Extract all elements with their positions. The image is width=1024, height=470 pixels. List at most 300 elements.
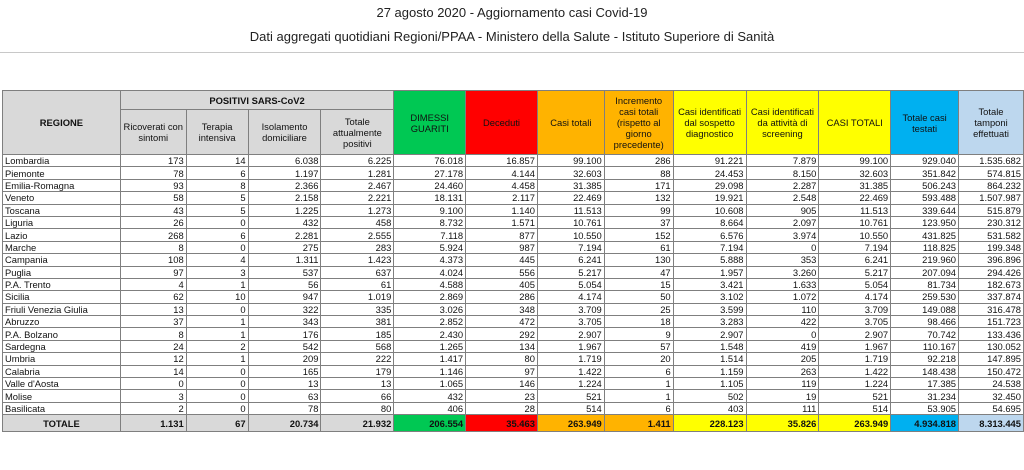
table-cell: 1.535.682 (959, 155, 1024, 167)
total-cell: 35.463 (466, 415, 538, 432)
table-cell: 1.571 (466, 216, 538, 228)
region-name: Lombardia (3, 155, 121, 167)
table-cell: 8 (120, 328, 186, 340)
table-cell: 521 (819, 390, 891, 402)
total-row (3, 415, 1024, 432)
table-row (3, 204, 1024, 216)
table-cell: 10.550 (819, 229, 891, 241)
table-cell: 5.924 (394, 241, 466, 253)
table-cell: 98.466 (891, 316, 959, 328)
table-cell: 419 (746, 340, 819, 352)
table-cell: 6.576 (673, 229, 746, 241)
table-cell: 47 (604, 266, 673, 278)
table-cell: 353 (746, 254, 819, 266)
table-cell: 32.450 (959, 390, 1024, 402)
table-cell: 514 (819, 402, 891, 414)
table-row (3, 179, 1024, 191)
table-cell: 292 (466, 328, 538, 340)
table-cell: 1.065 (394, 378, 466, 390)
table-cell: 146 (466, 378, 538, 390)
table-cell: 0 (186, 216, 248, 228)
table-cell: 1.957 (673, 266, 746, 278)
table-cell: 4.458 (466, 179, 538, 191)
table-cell: 1 (186, 278, 248, 290)
table-cell: 13 (321, 378, 394, 390)
table-cell: 2.430 (394, 328, 466, 340)
table-cell: 8.150 (746, 167, 819, 179)
column-header-tamponi: Totale tamponi effettuati (959, 91, 1024, 155)
table-row (3, 353, 1024, 365)
table-row (3, 328, 1024, 340)
region-name: Sicilia (3, 291, 121, 303)
table-cell: 130 (604, 254, 673, 266)
table-cell: 7.194 (537, 241, 604, 253)
table-cell: 5.888 (673, 254, 746, 266)
total-cell: 228.123 (673, 415, 746, 432)
table-cell: 8.664 (673, 216, 746, 228)
table-cell: 88 (604, 167, 673, 179)
table-cell: 877 (466, 229, 538, 241)
column-header-incremento-casi: Incremento casi totali (rispetto al giorno precedente) (604, 91, 673, 155)
total-cell: 1.131 (120, 415, 186, 432)
table-cell: 348 (466, 303, 538, 315)
table-cell: 3 (120, 390, 186, 402)
region-name: Sardegna (3, 340, 121, 352)
table-cell: 219.960 (891, 254, 959, 266)
table-cell: 864.232 (959, 179, 1024, 191)
table-cell: 2.852 (394, 316, 466, 328)
total-cell: 20.734 (248, 415, 321, 432)
total-label: TOTALE (3, 415, 121, 432)
total-cell: 263.949 (819, 415, 891, 432)
table-cell: 7.194 (819, 241, 891, 253)
region-name: Veneto (3, 192, 121, 204)
region-name: Valle d'Aosta (3, 378, 121, 390)
table-cell: 80 (466, 353, 538, 365)
table-cell: 78 (120, 167, 186, 179)
table-cell: 1.967 (819, 340, 891, 352)
report-title: 27 agosto 2020 - Aggiornamento casi Covid-19 (376, 5, 648, 20)
table-cell: 268 (120, 229, 186, 241)
table-cell: 80 (321, 402, 394, 414)
table-cell: 1.548 (673, 340, 746, 352)
table-cell: 4 (120, 278, 186, 290)
covid-cases-table (2, 90, 1024, 432)
table-cell: 593.488 (891, 192, 959, 204)
table-cell: 0 (186, 303, 248, 315)
table-cell: 78 (248, 402, 321, 414)
table-cell: 24.460 (394, 179, 466, 191)
table-cell: 4.588 (394, 278, 466, 290)
table-cell: 0 (746, 328, 819, 340)
table-row (3, 229, 1024, 241)
table-cell: 987 (466, 241, 538, 253)
table-cell: 31.385 (537, 179, 604, 191)
table-cell: 286 (466, 291, 538, 303)
table-cell: 9.100 (394, 204, 466, 216)
table-cell: 2.467 (321, 179, 394, 191)
table-cell: 171 (604, 179, 673, 191)
column-header-ricoverati: Ricoverati con sintomi (120, 110, 186, 155)
table-cell: 18.131 (394, 192, 466, 204)
table-cell: 431.825 (891, 229, 959, 241)
table-cell: 2.281 (248, 229, 321, 241)
table-cell: 2 (186, 340, 248, 352)
table-cell: 14 (186, 155, 248, 167)
table-cell: 502 (673, 390, 746, 402)
table-cell: 147.895 (959, 353, 1024, 365)
table-cell: 13 (248, 378, 321, 390)
column-header-casi-testati: Totale casi testati (891, 91, 959, 155)
table-cell: 13 (120, 303, 186, 315)
table-cell: 53.905 (891, 402, 959, 414)
table-cell: 29.098 (673, 179, 746, 191)
table-cell: 133.436 (959, 328, 1024, 340)
table-row (3, 303, 1024, 315)
table-cell: 2.555 (321, 229, 394, 241)
table-cell: 351.842 (891, 167, 959, 179)
table-cell: 316.478 (959, 303, 1024, 315)
table-cell: 1.422 (537, 365, 604, 377)
table-cell: 4.373 (394, 254, 466, 266)
table-cell: 37 (120, 316, 186, 328)
table-cell: 263 (746, 365, 819, 377)
column-header-isolamento: Isolamento domiciliare (248, 110, 321, 155)
table-cell: 110.167 (891, 340, 959, 352)
table-cell: 1.265 (394, 340, 466, 352)
region-name: Emilia-Romagna (3, 179, 121, 191)
table-cell: 110 (746, 303, 819, 315)
table-cell: 22.469 (537, 192, 604, 204)
table-cell: 337.874 (959, 291, 1024, 303)
table-cell: 5.054 (537, 278, 604, 290)
column-header-casi-totali-caps: CASI TOTALI (819, 91, 891, 155)
table-cell: 19.921 (673, 192, 746, 204)
table-cell: 97 (120, 266, 186, 278)
table-cell: 132 (604, 192, 673, 204)
region-name: Calabria (3, 365, 121, 377)
table-cell: 91.221 (673, 155, 746, 167)
table-cell: 2.287 (746, 179, 819, 191)
table-cell: 5 (186, 192, 248, 204)
table-cell: 637 (321, 266, 394, 278)
table-cell: 6 (604, 365, 673, 377)
table-cell: 61 (604, 241, 673, 253)
column-header-dimessi-guariti: DIMESSI GUARITI (394, 91, 466, 155)
table-cell: 207.094 (891, 266, 959, 278)
table-cell: 445 (466, 254, 538, 266)
table-cell: 5.217 (537, 266, 604, 278)
region-name: Campania (3, 254, 121, 266)
table-cell: 3.283 (673, 316, 746, 328)
table-cell: 2.117 (466, 192, 538, 204)
table-cell: 19 (746, 390, 819, 402)
table-cell: 1.159 (673, 365, 746, 377)
column-header-casi-sospetto-diagnostico: Casi identificati dal sospetto diagnostico (673, 91, 746, 155)
table-cell: 381 (321, 316, 394, 328)
table-cell: 0 (186, 390, 248, 402)
total-cell: 1.411 (604, 415, 673, 432)
table-cell: 8 (186, 179, 248, 191)
table-cell: 61 (321, 278, 394, 290)
table-cell: 3.974 (746, 229, 819, 241)
table-cell: 1.105 (673, 378, 746, 390)
region-column-header: REGIONE (3, 91, 121, 155)
table-row (3, 254, 1024, 266)
table-cell: 568 (321, 340, 394, 352)
header-divider (0, 52, 1024, 53)
table-cell: 24.453 (673, 167, 746, 179)
table-cell: 1.224 (819, 378, 891, 390)
table-cell: 537 (248, 266, 321, 278)
table-cell: 8.732 (394, 216, 466, 228)
table-row (3, 155, 1024, 167)
table-cell: 20 (604, 353, 673, 365)
table-row (3, 378, 1024, 390)
table-cell: 58 (120, 192, 186, 204)
total-cell: 67 (186, 415, 248, 432)
column-header-terapia-intensiva: Terapia intensiva (186, 110, 248, 155)
table-cell: 119 (746, 378, 819, 390)
table-cell: 93 (120, 179, 186, 191)
table-cell: 1.197 (248, 167, 321, 179)
table-cell: 1.225 (248, 204, 321, 216)
table-cell: 31.234 (891, 390, 959, 402)
table-cell: 0 (186, 365, 248, 377)
table-cell: 118.825 (891, 241, 959, 253)
table-row (3, 216, 1024, 228)
table-cell: 339.644 (891, 204, 959, 216)
region-name: Basilicata (3, 402, 121, 414)
table-cell: 10.761 (537, 216, 604, 228)
table-cell: 26 (120, 216, 186, 228)
total-cell: 4.934.818 (891, 415, 959, 432)
table-cell: 5.217 (819, 266, 891, 278)
table-cell: 0 (186, 402, 248, 414)
table-cell: 8 (120, 241, 186, 253)
table-cell: 1.072 (746, 291, 819, 303)
table-row (3, 291, 1024, 303)
table-cell: 16.857 (466, 155, 538, 167)
region-name: Liguria (3, 216, 121, 228)
table-cell: 0 (120, 378, 186, 390)
table-cell: 6 (604, 402, 673, 414)
table-cell: 275 (248, 241, 321, 253)
table-cell: 10.550 (537, 229, 604, 241)
table-cell: 6 (186, 167, 248, 179)
table-cell: 574.815 (959, 167, 1024, 179)
table-cell: 1 (604, 378, 673, 390)
table-cell: 185 (321, 328, 394, 340)
table-cell: 294.426 (959, 266, 1024, 278)
table-cell: 23 (466, 390, 538, 402)
table-cell: 286 (604, 155, 673, 167)
table-cell: 4.144 (466, 167, 538, 179)
table-cell: 521 (537, 390, 604, 402)
table-cell: 1 (186, 328, 248, 340)
table-cell: 2.221 (321, 192, 394, 204)
table-cell: 57 (604, 340, 673, 352)
table-cell: 3.705 (819, 316, 891, 328)
table-cell: 515.879 (959, 204, 1024, 216)
table-cell: 9 (604, 328, 673, 340)
table-cell: 81.734 (891, 278, 959, 290)
table-cell: 54.695 (959, 402, 1024, 414)
table-cell: 2 (120, 402, 186, 414)
table-cell: 130.052 (959, 340, 1024, 352)
table-cell: 432 (248, 216, 321, 228)
table-cell: 24.538 (959, 378, 1024, 390)
table-cell: 6.225 (321, 155, 394, 167)
table-cell: 2.366 (248, 179, 321, 191)
table-cell: 165 (248, 365, 321, 377)
table-cell: 10.608 (673, 204, 746, 216)
table-cell: 99 (604, 204, 673, 216)
table-cell: 506.243 (891, 179, 959, 191)
table-cell: 14 (120, 365, 186, 377)
table-cell: 3 (186, 266, 248, 278)
table-cell: 3.260 (746, 266, 819, 278)
table-cell: 905 (746, 204, 819, 216)
table-cell: 7.879 (746, 155, 819, 167)
table-cell: 56 (248, 278, 321, 290)
total-cell: 8.313.445 (959, 415, 1024, 432)
table-cell: 1.719 (537, 353, 604, 365)
column-header-casi-screening: Casi identificati da attività di screening (746, 91, 819, 155)
table-cell: 28 (466, 402, 538, 414)
table-cell: 1.422 (819, 365, 891, 377)
table-cell: 458 (321, 216, 394, 228)
table-cell: 335 (321, 303, 394, 315)
table-cell: 32.603 (819, 167, 891, 179)
table-cell: 11.513 (819, 204, 891, 216)
table-cell: 182.673 (959, 278, 1024, 290)
table-cell: 405 (466, 278, 538, 290)
table-cell: 17.385 (891, 378, 959, 390)
total-cell: 35.826 (746, 415, 819, 432)
table-cell: 0 (186, 241, 248, 253)
table-cell: 3.705 (537, 316, 604, 328)
region-name: Lazio (3, 229, 121, 241)
table-row (3, 365, 1024, 377)
table-cell: 209 (248, 353, 321, 365)
table-cell: 1.507.987 (959, 192, 1024, 204)
table-row (3, 167, 1024, 179)
table-cell: 2.907 (537, 328, 604, 340)
table-cell: 50 (604, 291, 673, 303)
table-cell: 259.530 (891, 291, 959, 303)
region-name: Abruzzo (3, 316, 121, 328)
total-cell: 206.554 (394, 415, 466, 432)
table-cell: 556 (466, 266, 538, 278)
report-subtitle: Dati aggregati quotidiani Regioni/PPAA - Ministero della Salute - Istituto Superiore di Sanità (249, 29, 775, 44)
table-cell: 1.719 (819, 353, 891, 365)
table-cell: 134 (466, 340, 538, 352)
table-row (3, 192, 1024, 204)
region-name: P.A. Trento (3, 278, 121, 290)
table-cell: 152 (604, 229, 673, 241)
table-cell: 3.709 (819, 303, 891, 315)
table-cell: 6.241 (537, 254, 604, 266)
table-cell: 1.633 (746, 278, 819, 290)
table-cell: 1 (186, 316, 248, 328)
table-row (3, 402, 1024, 414)
table-cell: 422 (746, 316, 819, 328)
table-cell: 99.100 (537, 155, 604, 167)
table-cell: 108 (120, 254, 186, 266)
column-header-totale-positivi: Totale attualmente positivi (321, 110, 394, 155)
table-cell: 25 (604, 303, 673, 315)
table-cell: 149.088 (891, 303, 959, 315)
table-cell: 12 (120, 353, 186, 365)
table-cell: 6 (186, 229, 248, 241)
table-cell: 2.548 (746, 192, 819, 204)
table-cell: 1.146 (394, 365, 466, 377)
table-cell: 148.438 (891, 365, 959, 377)
table-cell: 929.040 (891, 155, 959, 167)
table-cell: 5 (186, 204, 248, 216)
table-cell: 18 (604, 316, 673, 328)
region-name: P.A. Bolzano (3, 328, 121, 340)
column-header-deceduti: Deceduti (466, 91, 538, 155)
table-cell: 1.967 (537, 340, 604, 352)
table-cell: 4.174 (819, 291, 891, 303)
table-cell: 99.100 (819, 155, 891, 167)
table-cell: 3.102 (673, 291, 746, 303)
table-cell: 111 (746, 402, 819, 414)
table-cell: 2.158 (248, 192, 321, 204)
table-row (3, 390, 1024, 402)
table-cell: 0 (746, 241, 819, 253)
table-cell: 10 (186, 291, 248, 303)
table-row (3, 316, 1024, 328)
table-cell: 1.140 (466, 204, 538, 216)
table-cell: 0 (186, 378, 248, 390)
table-cell: 62 (120, 291, 186, 303)
table-cell: 432 (394, 390, 466, 402)
table-cell: 176 (248, 328, 321, 340)
table-cell: 343 (248, 316, 321, 328)
total-cell: 21.932 (321, 415, 394, 432)
table-cell: 22.469 (819, 192, 891, 204)
table-cell: 31.385 (819, 179, 891, 191)
table-cell: 531.582 (959, 229, 1024, 241)
table-cell: 37 (604, 216, 673, 228)
table-cell: 1.224 (537, 378, 604, 390)
table-cell: 2.907 (673, 328, 746, 340)
table-cell: 472 (466, 316, 538, 328)
table-cell: 10.761 (819, 216, 891, 228)
table-cell: 15 (604, 278, 673, 290)
region-name: Molise (3, 390, 121, 402)
table-cell: 70.742 (891, 328, 959, 340)
table-cell: 1.311 (248, 254, 321, 266)
table-cell: 4 (186, 254, 248, 266)
table-cell: 66 (321, 390, 394, 402)
table-cell: 222 (321, 353, 394, 365)
table-cell: 2.869 (394, 291, 466, 303)
table-cell: 396.896 (959, 254, 1024, 266)
table-cell: 1.281 (321, 167, 394, 179)
region-name: Toscana (3, 204, 121, 216)
table-cell: 6.241 (819, 254, 891, 266)
table-cell: 1.423 (321, 254, 394, 266)
positivi-group-header: POSITIVI SARS-CoV2 (120, 91, 393, 110)
column-header-casi-totali: Casi totali (537, 91, 604, 155)
table-cell: 1 (186, 353, 248, 365)
table-cell: 1 (604, 390, 673, 402)
region-name: Puglia (3, 266, 121, 278)
